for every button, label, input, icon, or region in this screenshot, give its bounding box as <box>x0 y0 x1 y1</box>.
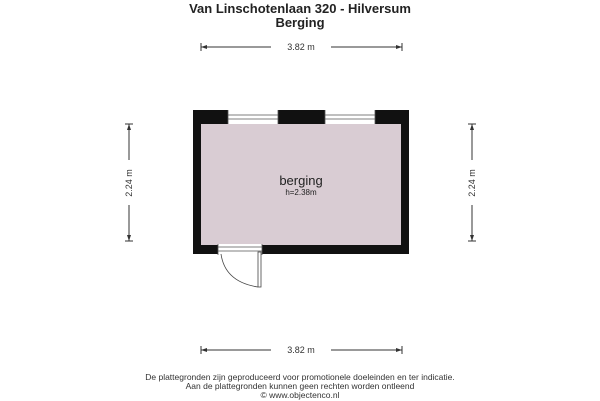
window-right <box>325 110 375 124</box>
right-dimension-label: 2.24 m <box>467 169 477 197</box>
bottom-dimension-label: 3.82 m <box>287 345 315 355</box>
footer-disclaimer: De plattegronden zijn geproduceerd voor promotionele doeleinden en ter indicatie. <box>145 372 455 382</box>
address-title: Van Linschotenlaan 320 - Hilversum <box>189 1 411 16</box>
top-dimension-label: 3.82 m <box>287 42 315 52</box>
right-dimension <box>467 124 477 241</box>
left-dimension <box>124 124 134 241</box>
room-name: berging <box>279 173 323 188</box>
window-left <box>228 110 278 124</box>
footer-rights: Aan de plattegronden kunnen geen rechten worden ontleend <box>185 381 415 391</box>
footer-copyright: © www.objectenco.nl <box>260 390 340 400</box>
bottom-dimension <box>201 345 402 355</box>
room-height: h=2.38m <box>285 188 317 197</box>
door <box>218 244 262 287</box>
floor-title: Berging <box>275 15 325 30</box>
top-dimension <box>201 42 402 52</box>
left-dimension-label: 2.24 m <box>124 169 134 197</box>
